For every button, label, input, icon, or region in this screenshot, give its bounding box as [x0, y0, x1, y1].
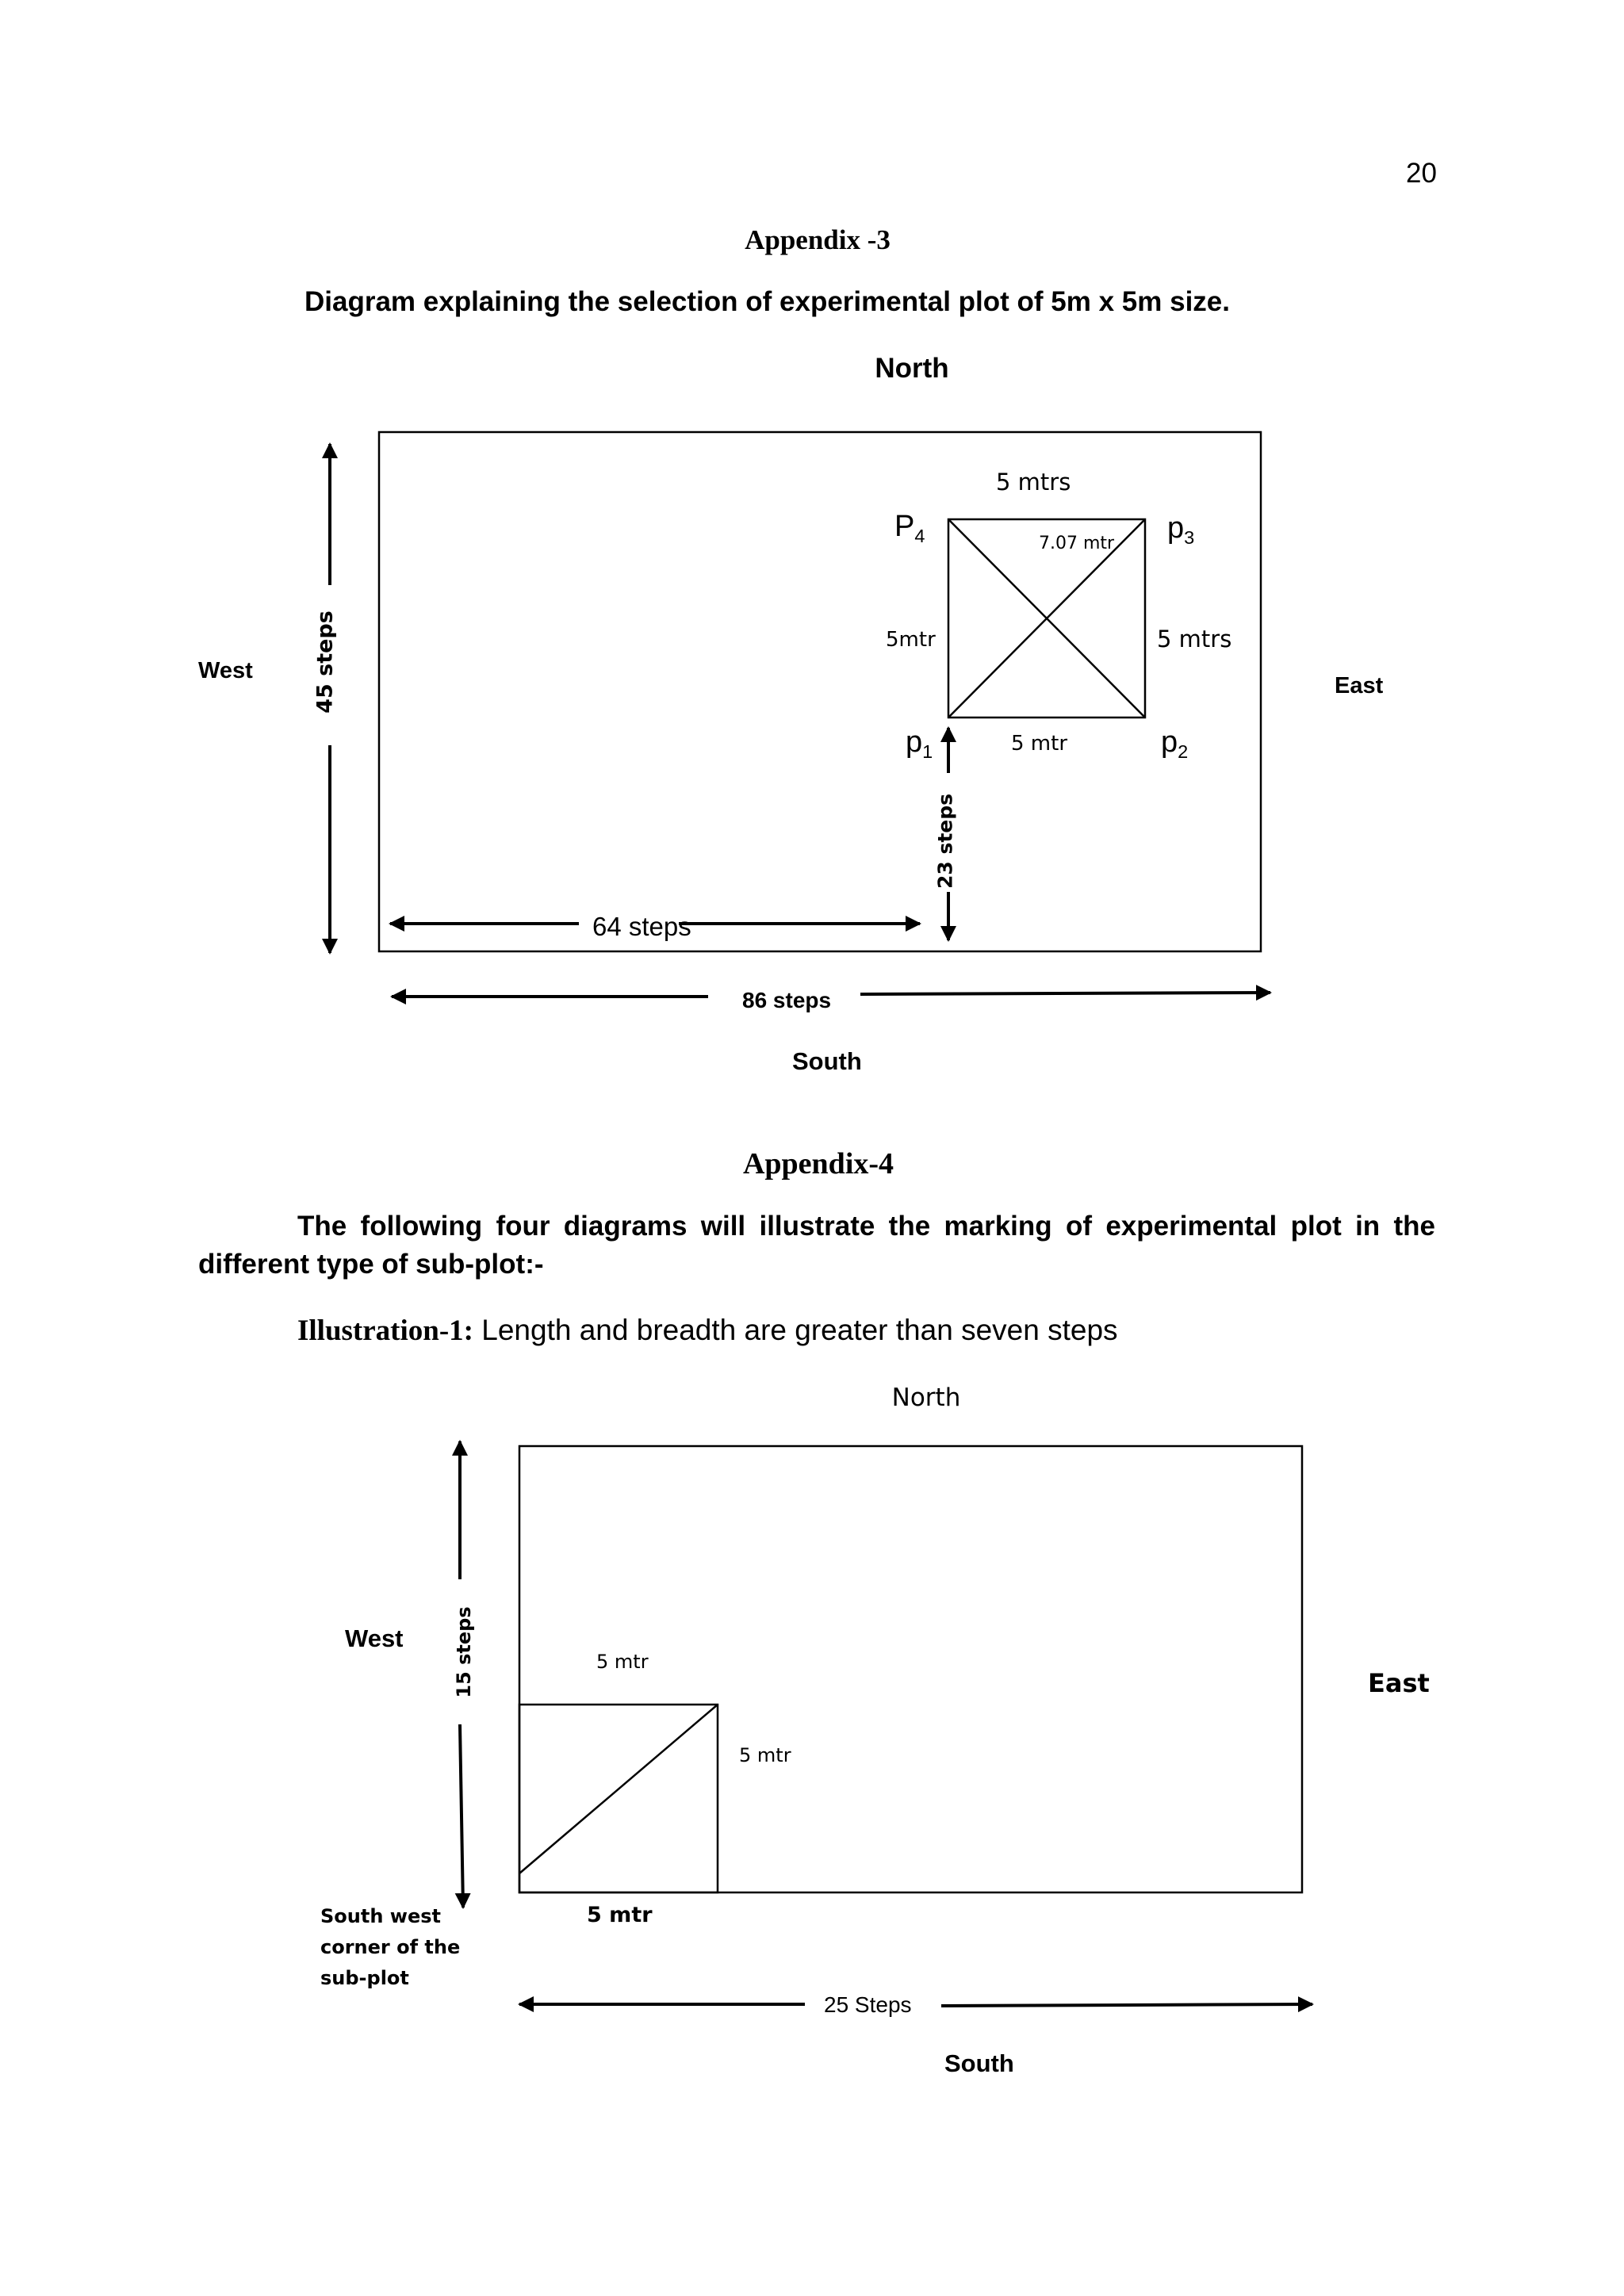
corner-p4: $P_4$ — [894, 510, 925, 547]
appendix-4-intro: The following four diagrams will illustrate the marking of experimental plot in the different type of sub-plot:- — [198, 1211, 1435, 1280]
illustration-1-label: Illustration-1: — [297, 1314, 473, 1347]
corner-p1: $p_1$ — [906, 725, 933, 763]
sub-plot-top-side-label: 5 mtr — [596, 1651, 649, 1673]
appendix-3-caption: Diagram explaining the selection of experimental plot of 5m x 5m size. — [304, 286, 1230, 317]
illustration-1-south-label: South — [944, 2049, 1014, 2077]
inner-steps-label: 64 steps — [592, 912, 691, 941]
plot-bottom-side-label: 5 mtr — [1011, 732, 1068, 756]
plot-diagonal-label: 7.07 mtr — [1039, 534, 1115, 553]
plot-top-side-label: 5 mtrs — [996, 469, 1071, 496]
appendix-3-heading: Appendix -3 — [745, 224, 891, 255]
north-label: North — [875, 353, 949, 384]
plot-left-side-label: 5mtr — [886, 628, 936, 652]
illustration-1-west-label: West — [345, 1624, 404, 1652]
sub-plot-west-steps-label: 15 steps — [453, 1606, 475, 1698]
south-label: South — [792, 1047, 862, 1075]
sub-plot-bottom-side-label: 5 mtr — [587, 1903, 653, 1927]
west-steps-label: 45 steps — [312, 610, 338, 714]
south-west-corner-note: South west corner of the sub-plot — [320, 1905, 461, 1989]
sub-plot-south-arrow-right — [941, 2004, 1312, 2006]
south-steps-label: 86 steps — [742, 988, 832, 1012]
appendix-4-heading: Appendix-4 — [742, 1147, 894, 1181]
plot-offset-steps-label: 23 steps — [933, 793, 957, 890]
sub-plot-south-steps-label: 25 Steps — [824, 1992, 912, 2017]
sub-plot-west-arrow-down — [460, 1724, 463, 1908]
corner-p2: $p_2$ — [1161, 725, 1189, 763]
page-number: 20 — [1406, 158, 1437, 189]
corner-p3: $p_3$ — [1167, 511, 1195, 549]
illustration-1-east-label: East — [1368, 1668, 1430, 1698]
sub-plot-right-side-label: 5 mtr — [739, 1744, 791, 1766]
east-label: East — [1335, 673, 1384, 698]
illustration-1-north-label: North — [891, 1383, 961, 1412]
illustration-1-text: Length and breadth are greater than seven steps — [473, 1314, 1118, 1346]
sub-plot-marked-square — [519, 1705, 718, 1892]
plot-right-side-label: 5 mtrs — [1157, 626, 1232, 652]
west-label: West — [198, 658, 253, 683]
sub-plot-diagonal — [519, 1705, 718, 1873]
